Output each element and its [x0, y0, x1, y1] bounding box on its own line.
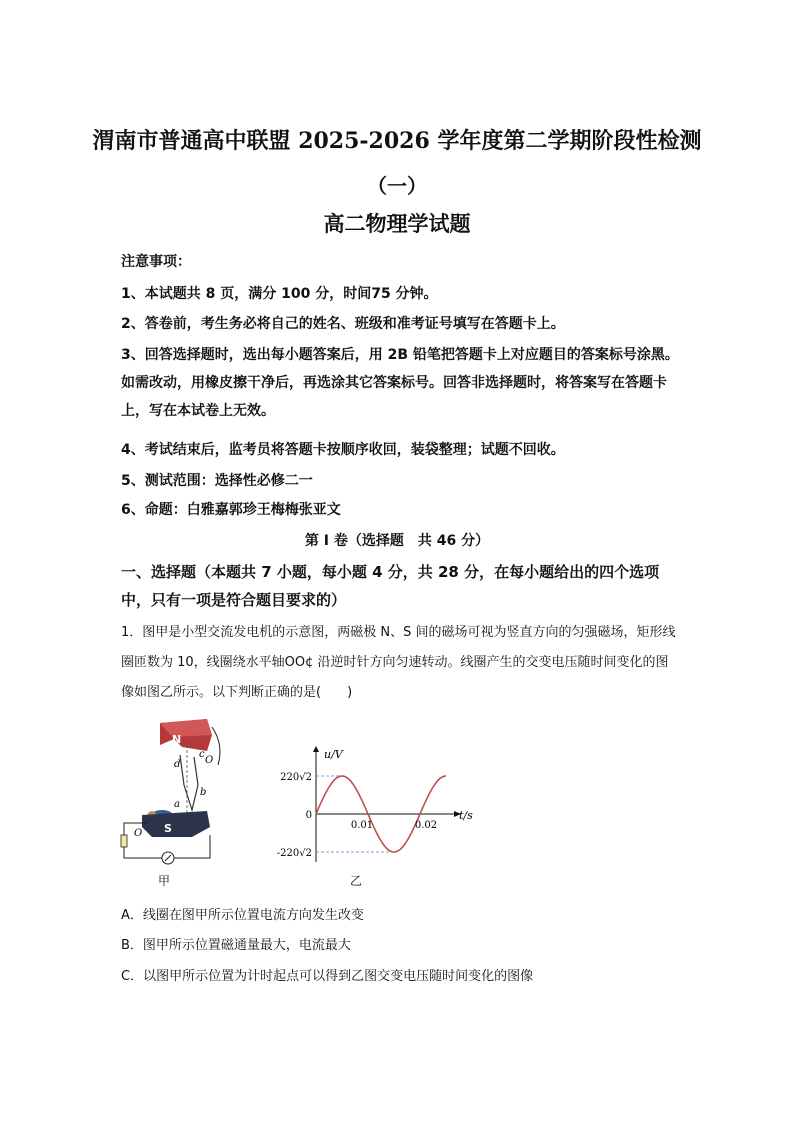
label-c: c [199, 749, 205, 760]
figure-yi-caption: 乙 [350, 874, 363, 888]
label-o-prime: O [205, 755, 214, 766]
pole-s-label: S [164, 822, 172, 835]
label-d: d [174, 759, 181, 770]
note-item: 6、命题：白雅嘉郭珍王梅梅张亚文 [121, 502, 341, 518]
x-axis-label: t/s [459, 809, 473, 822]
coil [180, 755, 198, 810]
generator-diagram [112, 715, 232, 865]
exam-subject-title: 高二物理学试题 [323, 211, 471, 236]
option-a: A．线圈在图甲所示位置电流方向发生改变 [121, 908, 364, 923]
exam-title: 渭南市普通高中联盟 2025-2026 学年度第二学期阶段性检测 [92, 128, 702, 154]
note-item: 2、答卷前，考生务必将自己的姓名、班级和准考证号填写在答题卡上。 [121, 316, 565, 332]
section-title: 第 I 卷（选择题 共 46 分） [304, 533, 490, 549]
label-b: b [200, 787, 207, 798]
label-a: a [174, 799, 180, 810]
note-item: 4、考试结束后，监考员将答题卡按顺序收回，装袋整理；试题不回收。 [121, 442, 565, 458]
y-tick-label: 0 [305, 810, 312, 821]
exam-title-number: （一） [367, 174, 427, 198]
note-item: 5、测试范围：选择性必修二一 [121, 473, 313, 489]
label-o: O [134, 828, 143, 839]
note-item: 3、回答选择题时，选出每小题答案后，用 2B 铅笔把答题卡上对应题目的答案标号涂黑。如需改动，用橡皮擦干净后，再选涂其它答案标号。回答非选择题时，将答案写在答题卡上，写在本试卷上无效。 [121, 347, 679, 419]
note-item: 1、本试题共 8 页，满分 100 分，时间75 分钟。 [121, 286, 438, 302]
voltage-time-chart [268, 742, 488, 867]
magnet-s-pole [142, 811, 210, 837]
figure-jia-caption: 甲 [158, 874, 171, 888]
y-tick-label: 220√2 [280, 772, 312, 783]
question-1-text: 1．图甲是小型交流发电机的示意图，两磁极 N、S 间的磁场可视为竖直方向的匀强磁场，矩形线圈匝数为 10，线圈绕水平轴OO¢ 沿逆时针方向匀速转动。线圈产生的交变电压随时间变化的图像如图乙所示。以下判断正确的是( ) [121, 625, 676, 700]
y-tick-label: -220√2 [276, 848, 312, 859]
y-axis-label: u/V [324, 748, 343, 761]
pole-n-label: N [172, 733, 182, 746]
choice-heading: 一、选择题（本题共 7 小题，每小题 4 分，共 28 分，在每小题给出的四个选项中，只有一项是符合题目要求的） [121, 563, 660, 609]
resistor [121, 835, 127, 847]
x-tick-label: 0.02 [414, 820, 438, 831]
x-tick-label: 0.01 [350, 820, 374, 831]
notes-heading: 注意事项： [121, 254, 191, 270]
option-b: B．图甲所示位置磁通量最大，电流最大 [121, 938, 351, 953]
option-c: C．以图甲所示位置为计时起点可以得到乙图交变电压随时间变化的图像 [121, 969, 534, 984]
